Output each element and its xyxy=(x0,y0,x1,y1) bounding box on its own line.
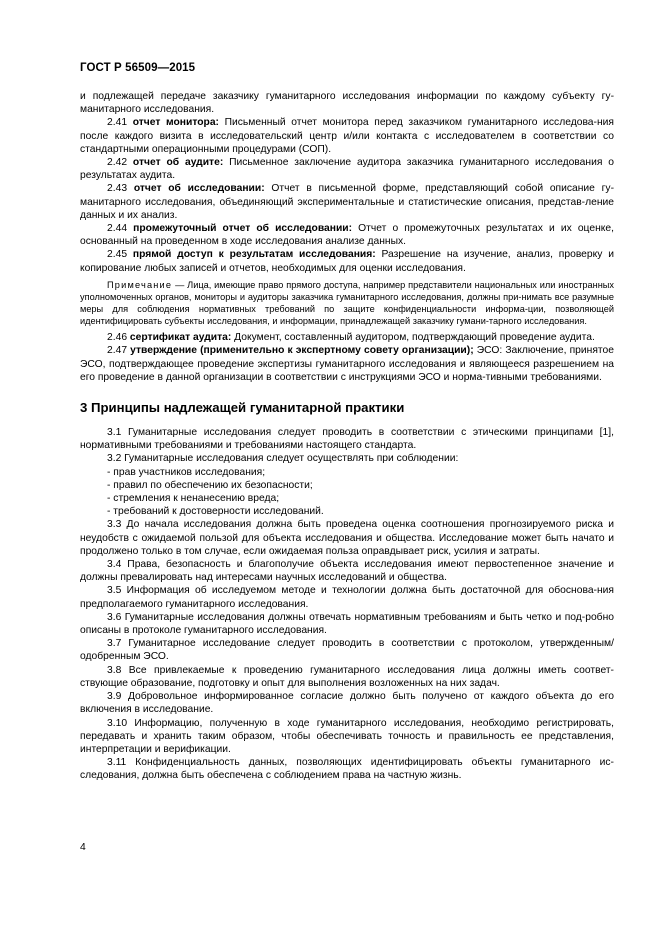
clause-3-10: 3.10 Информацию, полученную в ходе гуманитарного исследования, необходимо регистрировать, передавать и хранить таким образом, чтобы обеспечивать точность и правильность ее представления, интерпретации и верификации. xyxy=(80,717,614,755)
clause-3-6: 3.6 Гуманитарные исследования должны отвечать нормативным требованиям и быть четко и под-робно описаны в протоколе гуманитарного исследования. xyxy=(80,611,614,637)
definition-term: прямой доступ к результатам исследования: xyxy=(132,249,376,261)
clause-3-1: 3.1 Гуманитарные исследования следует проводить в соответствии с этическими принципами [1], нормативными требованиями и требованиями настоящего стандарта. xyxy=(80,427,614,452)
definition-2-45 xyxy=(80,248,614,274)
note-label: Примечание xyxy=(107,279,173,290)
list-item: - правил по обеспечению их безопасности; xyxy=(107,479,313,491)
definition-number: 2.43 xyxy=(107,183,128,195)
definition-term: утверждение (применительно к экспертному совету организации); xyxy=(130,345,474,357)
definition-2-41 xyxy=(80,116,614,156)
clause-3-2: 3.2 Гуманитарные исследования следует осуществлять при соблюдении: xyxy=(107,453,459,465)
section-heading: 3 Принципы надлежащей гуманитарной практики xyxy=(80,400,405,416)
paragraph-continuation: и подлежащей передаче заказчику гуманитарного исследования информации по каждому субъекту гу-манитарного исследования. xyxy=(80,91,614,116)
definition-number: 2.47 xyxy=(107,345,128,357)
definition-number: 2.41 xyxy=(107,117,128,129)
definition-number: 2.46 xyxy=(107,332,128,344)
definition-term: отчет об аудите: xyxy=(132,157,224,169)
definition-text: Документ, составленный аудитором, подтверждающий проведение аудита. xyxy=(234,332,595,344)
list-item: - прав участников исследования; xyxy=(107,466,266,478)
page-number: 4 xyxy=(80,842,86,853)
definition-number: 2.42 xyxy=(107,157,128,169)
definition-text: Письменное заключение аудитора заказчика гуманитарного исследования о результатах аудита. xyxy=(80,157,614,182)
clause-3-3: 3.3 До начала исследования должна быть проведена оценка соотношения прогнозируемого риска и неудобств с ожидаемой пользой для объекта исследования и общества. Исследование может быть начато и продолжено только в том случае, если ожидаемая польза оправдывает риск, усилия и затраты. xyxy=(80,519,614,557)
list-item: - стремления к ненанесению вреда; xyxy=(107,493,280,505)
definition-number: 2.45 xyxy=(107,249,128,261)
clause-3-8: 3.8 Все привлекаемые к проведению гуманитарного исследования лица должны иметь соответ-ствующие образование, подготовку и опыт для выполнения возложенных на них задач. xyxy=(80,664,614,689)
standard-header: ГОСТ Р 56509—2015 xyxy=(80,62,196,74)
definition-term: промежуточный отчет об исследовании: xyxy=(133,223,353,235)
definition-text: Разрешение на изучение, анализ, проверку и копирование любых записей и отчетов, необходимых для оценки исследования. xyxy=(80,249,614,274)
definition-2-42 xyxy=(80,156,614,182)
list-item: - требований к достоверности исследований. xyxy=(107,506,324,518)
definition-term: отчет об исследовании: xyxy=(133,183,265,195)
clause-3-4: 3.4 Права, безопасность и благополучие объекта исследования имеют первостепенное значение и должны превалировать над интересами научных исследований и общества. xyxy=(80,559,614,584)
definition-text: Отчет в письменной форме, представляющий собой описание гу-манитарного исследования, объединяющий экспериментальные и статистические описания, представ-ление данных и их анализ. xyxy=(80,183,614,221)
clause-3-7: 3.7 Гуманитарное исследование следует проводить в соответствии с протоколом, утвержденным/ одобренным ЭСО. xyxy=(80,638,614,663)
definition-2-47 xyxy=(80,344,614,384)
page-body xyxy=(80,90,614,783)
note-2-45 xyxy=(80,279,614,327)
definition-2-46 xyxy=(80,331,614,344)
clause-3-9: 3.9 Добровольное информированное согласие должно быть получено от каждого объекта до его включения в исследование. xyxy=(80,691,614,716)
definition-2-43 xyxy=(80,182,614,222)
definition-text: ЭСО: Заключение, принятое ЭСО, подтверждающее проведение экспертизы гуманитарного исследования и являющееся разрешением на его проведение в данной организации в соответствии с инструкциями ЭСО и норма-тивными требованиями. xyxy=(80,345,614,383)
clause-3-5: 3.5 Информация об исследуемом методе и технологии должна быть достаточной для обоснова-ния предполагаемого гуманитарного исследования. xyxy=(80,585,614,610)
clause-3-11: 3.11 Конфиденциальность данных, позволяющих идентифицировать объекты гуманитарного ис-следования, должна быть обеспечена с соблюдением права на частную жизнь. xyxy=(80,757,614,782)
definition-term: отчет монитора: xyxy=(132,117,219,129)
note-text: — Лица, имеющие право прямого доступа, например представители национальных или иностранных уполномоченных органов, мониторы и аудиторы заказчика гуманитарного исследования, должны при-нимать все разумные меры для соблюдения нормативных требований по защите конфиденциальности информа-ции, позволяющей идентифицировать субъекты исследования, и информации, принадлежащей заказчику гумани-тарного исследования. xyxy=(80,279,614,327)
definition-term: сертификат аудита: xyxy=(129,332,232,344)
definition-2-44 xyxy=(80,222,614,248)
definition-text: Отчет о промежуточных результатах и их оценке, основанный на проведенном в ходе исследования анализе данных. xyxy=(80,223,614,248)
definition-text: Письменный отчет монитора перед заказчиком гуманитарного исследова-ния после каждого визита в исследовательский центр и/или контакта с исследователем в соответствии со стандартными операционными процедурами (СОП). xyxy=(80,117,614,155)
definition-number: 2.44 xyxy=(107,223,128,235)
